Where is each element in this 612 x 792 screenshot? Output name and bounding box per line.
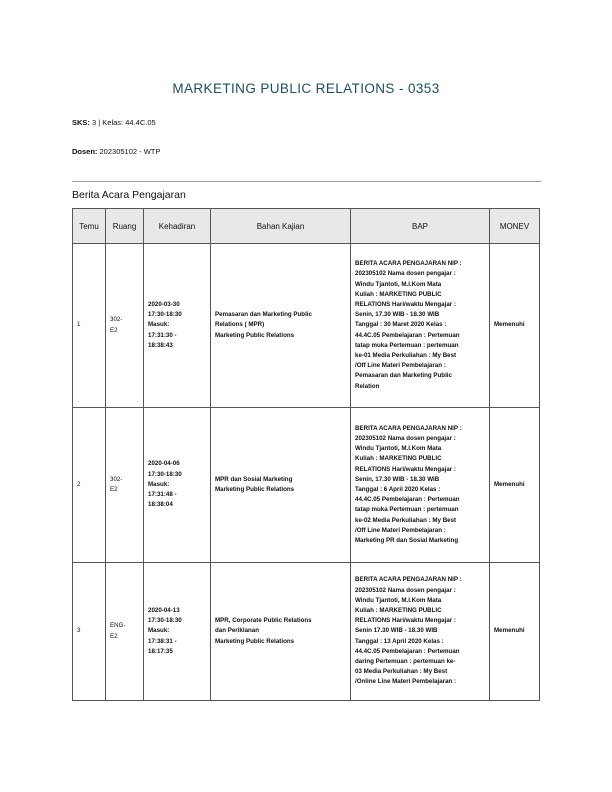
cell-kehadiran-line: 17:31:30 - [148, 331, 177, 339]
cell-bahan-kajian-line: Marketing Public Relations [215, 637, 295, 645]
cell-bap-line: RELATIONS Hari/waktu Mengajar : [355, 617, 456, 625]
cell-ruang-line: E2 [110, 632, 118, 640]
cell-bap-line: Windu Tjantoti, M.I.Kom Mata [355, 445, 442, 453]
cell-bap-line: tatap muka Pertemuan : pertemuan [355, 506, 459, 514]
cell-temu: 2 [73, 408, 106, 563]
cell-bahan-kajian [211, 563, 351, 701]
cell-kehadiran-line: 18:38:43 [148, 341, 173, 349]
cell-bap-line: Tanggal : 30 Maret 2020 Kelas : [355, 321, 447, 329]
cell-bap-line: Senin, 17.30 WIB - 18.30 WIB [355, 475, 440, 483]
cell-bap-line: BERITA ACARA PENGAJARAN NIP : [355, 576, 462, 584]
cell-kehadiran-line: 2020-04-06 [148, 460, 180, 468]
cell-bahan-kajian-line: Marketing Public Relations [215, 331, 295, 339]
cell-bap-line: /Online Line Materi Pembelajaran : [355, 678, 457, 686]
cell-bahan-kajian-line: Pemasaran dan Marketing Public [215, 311, 312, 319]
cell-ruang-line: ENG- [110, 622, 126, 630]
header-temu: Temu [73, 209, 106, 244]
cell-bahan-kajian-line: MPR dan Sosial Marketing [215, 475, 293, 483]
cell-kehadiran-line: Masuk: [148, 480, 170, 488]
cell-bap-line: BERITA ACARA PENGAJARAN NIP : [355, 424, 462, 432]
cell-bap-line: /Off Line Materi Pembelajaran : [355, 362, 446, 370]
dosen-value: 202305102 - WTP [97, 147, 161, 156]
cell-monev: Memenuhi [490, 408, 540, 563]
sks-kelas-line [72, 118, 156, 127]
cell-bahan-kajian [211, 408, 351, 563]
cell-monev: Memenuhi [490, 244, 540, 408]
header-bap: BAP [351, 209, 490, 244]
cell-bap-line: ke-02 Media Perkuliahan : My Best [355, 516, 457, 524]
cell-bap-line: Pemasaran dan Marketing Public [355, 372, 452, 380]
dosen-line [72, 147, 160, 156]
cell-kehadiran-line: 2020-04-13 [148, 606, 180, 614]
cell-bap-line: RELATIONS Hari/waktu Mengajar : [355, 300, 456, 308]
cell-bahan-kajian-line: Relations ( MPR) [215, 321, 265, 329]
cell-bap [351, 563, 490, 701]
cell-bap-line: BERITA ACARA PENGAJARAN NIP : [355, 260, 462, 268]
cell-ruang-line: E2 [110, 326, 118, 334]
cell-bap-line: tatap muka Pertemuan : pertemuan [355, 341, 459, 349]
cell-ruang-line: E2 [110, 486, 118, 493]
cell-bap [351, 244, 490, 408]
cell-bap-line: Tanggal : 6 April 2020 Kelas : [355, 486, 441, 493]
cell-kehadiran [144, 563, 211, 701]
header-monev: MONEV [490, 209, 540, 244]
table-header-row [73, 209, 540, 244]
header-kehadiran: Kehadiran [144, 209, 211, 244]
cell-kehadiran-line: 18:38:04 [148, 501, 173, 509]
cell-bap-line: 202305102 Nama dosen pengajar : [355, 586, 456, 594]
cell-bap-line: Kuliah : MARKETING PUBLIC [355, 455, 442, 463]
cell-kehadiran-line: 17:31:48 - [148, 491, 177, 499]
cell-monev: Memenuhi [490, 563, 540, 701]
document-title: MARKETING PUBLIC RELATIONS - 0353 [172, 81, 440, 96]
cell-bap-line: Windu Tjantoti, M.I.Kom Mata [355, 280, 442, 288]
cell-bap-line: Kuliah : MARKETING PUBLIC [355, 606, 442, 614]
dosen-label: Dosen: [72, 147, 98, 156]
section-divider [72, 181, 541, 182]
cell-bap-line: RELATIONS Hari/waktu Mengajar : [355, 465, 456, 473]
sks-label: SKS: [72, 118, 90, 127]
cell-bap-line: daring Pertemuan : pertemuan ke- [355, 658, 456, 665]
cell-bahan-kajian [211, 244, 351, 408]
cell-kehadiran [144, 244, 211, 408]
cell-kehadiran-line: 17:38:31 - [148, 637, 177, 645]
cell-kehadiran-line: Masuk: [148, 321, 170, 329]
cell-bap-line: 44.4C.05 Pembelajaran : Pertemuan [355, 496, 460, 504]
cell-ruang-line: 302- [110, 475, 123, 483]
cell-ruang-line: 302- [110, 316, 123, 324]
cell-bap-line: Tanggal : 13 April 2020 Kelas : [355, 637, 444, 645]
cell-bap-line: Marketing PR dan Sosial Marketing [355, 537, 459, 545]
cell-bap-line: 44.4C.05 Pembelajaran : Pertemuan [355, 647, 460, 655]
cell-bap [351, 408, 490, 563]
cell-kehadiran-line: 18:17:35 [148, 647, 173, 655]
section-title: Berita Acara Pengajaran [72, 189, 186, 201]
cell-bap-line: 03 Media Perkuliahan : My Best [355, 668, 448, 676]
cell-bap-line: Kuliah : MARKETING PUBLIC [355, 290, 442, 298]
cell-kehadiran [144, 408, 211, 563]
cell-bap-line: 202305102 Nama dosen pengajar : [355, 270, 456, 278]
cell-ruang [106, 408, 144, 563]
header-ruang: Ruang [106, 209, 144, 244]
cell-kehadiran-line: 2020-03-30 [148, 300, 180, 308]
cell-bap-line: Windu Tjantoti, M.I.Kom Mata [355, 596, 442, 604]
table-row [73, 563, 540, 701]
sks-kelas-value: 3 | Kelas: 44.4C.05 [89, 118, 156, 127]
cell-kehadiran-line: 17:30-18:30 [148, 617, 182, 625]
cell-temu: 1 [73, 244, 106, 408]
cell-bahan-kajian-line: dan Periklanan [215, 627, 260, 635]
cell-bap-line: Senin, 17.30 WIB - 18.30 WIB [355, 311, 440, 319]
cell-ruang [106, 244, 144, 408]
cell-bap-line: 202305102 Nama dosen pengajar : [355, 434, 456, 442]
cell-bap-line: ke-01 Media Perkuliahan : My Best [355, 352, 457, 359]
cell-temu: 3 [73, 563, 106, 701]
cell-bap-line: Relation [355, 382, 380, 390]
table-row [73, 244, 540, 408]
cell-bap-line: /Off Line Materi Pembelajaran : [355, 526, 446, 534]
cell-bahan-kajian-line: MPR, Corporate Public Relations [215, 617, 312, 625]
cell-bahan-kajian-line: Marketing Public Relations [215, 486, 295, 493]
header-bahan-kajian: Bahan Kajian [211, 209, 351, 244]
cell-kehadiran-line: 17:30-18:30 [148, 470, 182, 478]
cell-kehadiran-line: Masuk: [148, 627, 170, 635]
table-row [73, 408, 540, 563]
cell-bap-line: 44.4C.05 Pembelajaran : Pertemuan [355, 331, 460, 339]
cell-bap-line: Senin 17.30 WIB - 18.30 WIB [355, 627, 438, 635]
cell-kehadiran-line: 17:30-18:30 [148, 311, 182, 319]
berita-acara-table [72, 208, 540, 701]
cell-ruang [106, 563, 144, 701]
